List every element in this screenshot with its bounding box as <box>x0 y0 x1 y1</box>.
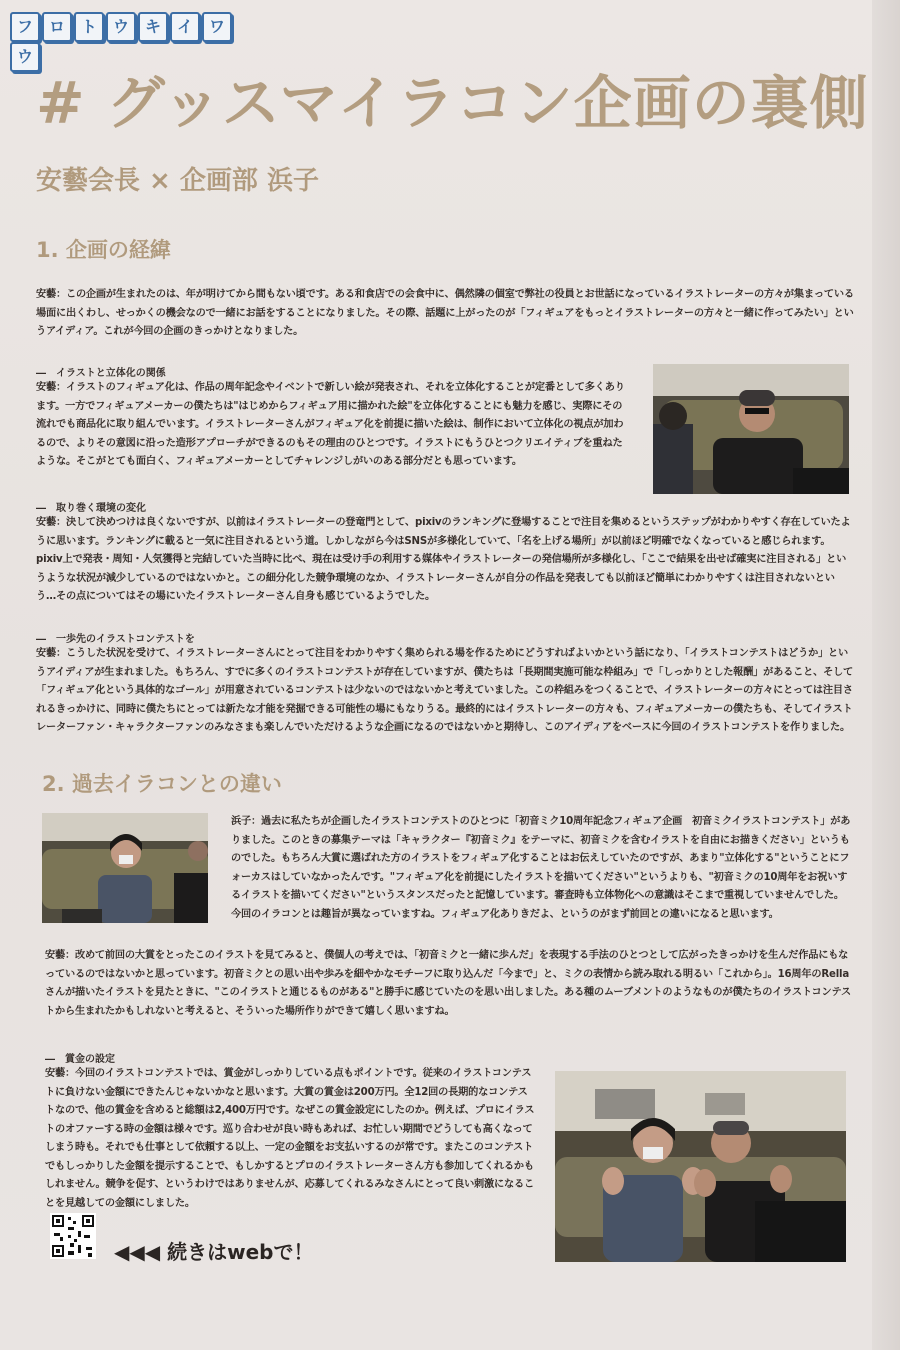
interview-photo-hamako <box>42 813 208 923</box>
section-1-sub2-body: 安藝：決して決めつけは良くないですが、以前はイラストレーターの登竜門として、pixivのランキングに登場することで注目を集めるというステップがわかりやすく存在していたように思います。ランキングに載ると一気に注目されるという道。しかしながら今はSNSが多様化していて、「名を上げる場所」が以前ほど明確でなくなっていると感じられます。pixiv上で発表・周知・人気獲得と完結していた当時に比べ、現在は受け手の利用する媒体やイラストレーターの発信場所が多様化し、「ここで結果を出せば確実に注目される」というような状況が減少しているのではないかと。この細分化した競争環境のなか、イラストレーターさんが自分の作品を発表しても以前ほど簡単にわかりやすくは注目されないという…その点についてはその場にいたイラストレーターさん自身も感じているようでした。 <box>36 517 851 602</box>
section-2-heading: 2. 過去イラコンとの違い <box>42 772 282 796</box>
section-2-sub-title: ― 賞金の設定 <box>45 1054 115 1065</box>
qr-code[interactable] <box>50 1213 96 1259</box>
page-title: # グッスマイラコン企画の裏側 <box>36 69 869 137</box>
section-1-sub3-title: ― 一歩先のイラストコンテストを <box>36 634 195 645</box>
interview-photo-aki <box>653 364 849 494</box>
continue-on-web-label: ◀◀◀ 続きはwebで！ <box>114 1240 314 1264</box>
section-2-hamako-body: 浜子：過去に私たちが企画したイラストコンテストのひとつに「初音ミク10周年記念フィギュア企画 初音ミクイラストコンテスト」がありました。このときの募集テーマは「キャラクター『初音ミク』をテーマに、初音ミクを含むイラストを自由にお描きください」というものでした。もちろん大賞に選ばれた方のイラストをフィギュア化することはお伝えしていたのですが、あまり"立体化する"ということにフォーカスはしていなかったんです。"フィギュア化を前提にしたイラストを描いてください"というよりも、"初音ミクの10周年をお祝いするイラストを描いてください"というスタンスだったと記憶しています。審査時も立体物化への意識はそこまで重視していませんでした。今回のイラコンとは趣旨が異なっていますね。フィギュア化ありきだよ、というのがまず前回との違いになると思います。 <box>231 816 851 920</box>
section-1-heading: 1. 企画の経緯 <box>36 238 171 262</box>
brand-logo: フ ロ ト ウ キ イ ワウ <box>10 12 242 46</box>
section-2-sub-body: 安藝：今回のイラストコンテストでは、賞金がしっかりしている点もポイントです。従来のイラストコンテストに負けない金額にできたんじゃないかなと思います。大賞の賞金は200万円。全12回の長期的なコンテストなので、他の賞金を含めると総額は2,400万円です。なぜこの賞金設定にしたのか。例えば、プロにイラストのオファーする時の金額は様々です。巡り合わせが良い時もあれば、お忙しい期間でどうしても高くなってしまう時も。それでも仕事として依頼する以上、一定の金額をお支払いするのが常です。またこのコンテストでもしっかりした金額を提示することで、もしかするとプロのイラストレーターさん方も参加してくれるかもしれません。競争を促す、というわけではありませんが、応募してくれるみなさんにとって良い刺激になることを見越しての金額にしました。 <box>45 1068 535 1209</box>
section-1-sub2-title: ― 取り巻く環境の変化 <box>36 503 146 514</box>
interview-photo-both-waving <box>555 1071 846 1262</box>
poster-edge <box>872 0 900 1350</box>
section-1-sub3-body: 安藝：こうした状況を受けて、イラストレーターさんにとって注目をわかりやすく集められる場を作るためにどうすればよいかという話になり、「イラストコンテストはどうか」というアイディアが生まれました。もちろん、すでに多くのイラストコンテストが存在していますが、僕たちは「長期間実施可能な枠組み」で「しっかりとした報酬」があること、そして「フィギュア化という具体的なゴール」が用意されているコンテストは少ないのではないかと考えていました。この枠組みをつくることで、イラストレーターの方々にとっては注目されるきっかけに、同時に僕たちにとっては新たな才能を発掘できる可能性の場にもなりうる。最終的にはイラストレーターの方々も、フィギュアメーカーの僕たちも、そしてイラストレーターファン・キャラクターファンのみなさまも楽しんでいただけるような企画になるのではないかと期待し、このアイディアをベースに今回のイラストコンテストを作りました。 <box>36 648 854 733</box>
page-subtitle: 安藝会長 × 企画部 浜子 <box>36 166 319 196</box>
section-1-sub1-body: 安藝：イラストのフィギュア化は、作品の周年記念やイベントで新しい絵が発表され、それを立体化することが定番として多くあります。一方でフィギュアメーカーの僕たちは"はじめからフィギュア用に描かれた絵"を立体化することにも魅力を感じ、実際にその流れでも商品化に取り組んでいます。イラストレーターさんがフィギュア化を前提に描いた絵は、制作において立体化の視点が加わるので、よりその意図に沿った造形アプローチができるのもその理由のひとつです。イラストにもうひとつクリエイティブを重ねたような。そこがとても面白く、フィギュアメーカーとしてチャレンジしがいのある部分だとも思っています。 <box>36 382 625 467</box>
section-1-intro: 安藝：この企画が生まれたのは、年が明けてから間もない頃です。ある和食店での会食中に、偶然隣の個室で弊社の役員とお世話になっているイラストレーターの方々が集まっている場面に出くわし、せっかくの機会なので一緒にお話をすることになりました。その際、話題に上がったのが「フィギュアをもっとイラストレーターの方々と一緒に作ってみたい」というアイディア。これが今回の企画のきっかけとなりました。 <box>36 289 854 337</box>
section-1-sub1-title: ― イラストと立体化の関係 <box>36 368 166 379</box>
section-2-aki-body: 安藝：改めて前回の大賞をとったこのイラストを見てみると、僕個人の考えでは、「初音ミクと一緒に歩んだ」を表現する手法のひとつとして広がったきっかけを生んだ作品にもなっているのではないかと思っています。初音ミクとの思い出や歩みを細やかなモチーフに取り込んだ「今まで」と、ミクの表情から読み取れる明るい「これから」。16周年のRellaさんが描いたイラストを見たときに、"このイラストと通じるものがある"と勝手に感じていたのを思い出しました。ある種のムーブメントのようなものが僕たちのイラストコンテストから生まれたかもしれないと考えると、そういった場所作りができて嬉しく思いますね。 <box>45 950 852 1017</box>
